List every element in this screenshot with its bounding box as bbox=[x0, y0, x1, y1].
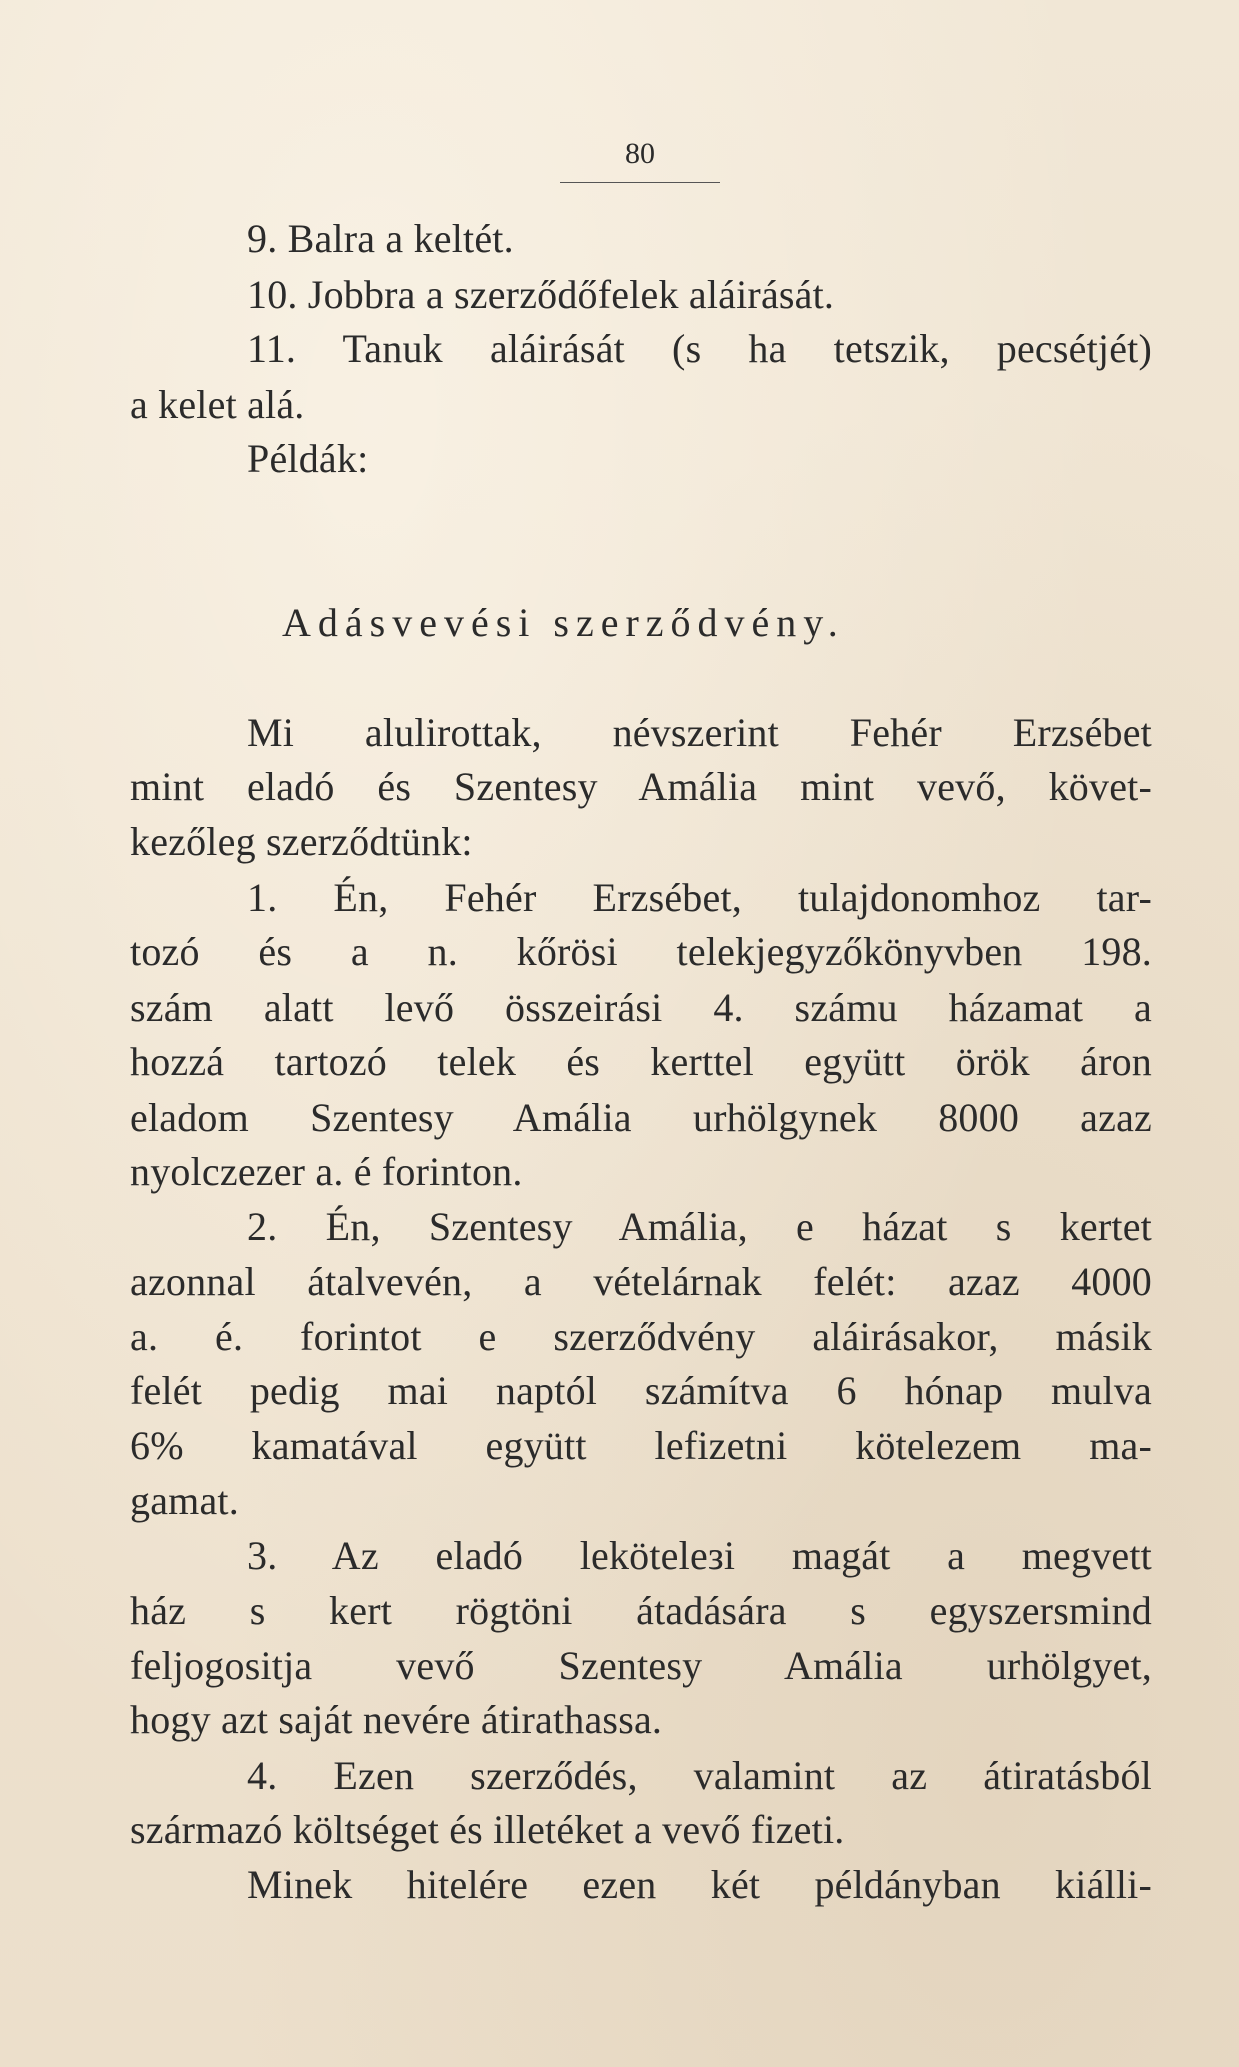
text-line: felét pedig mai naptól számítva 6 hónap mulva bbox=[130, 1368, 1152, 1413]
text-line: 9. Balra a keltét. bbox=[247, 216, 514, 261]
text-line: feljogositja vevő Szentesy Amália urhölgyet, bbox=[130, 1643, 1152, 1688]
text-line: a kelet alá. bbox=[130, 382, 305, 427]
text-line: azonnal átalvevén, a vételárnak felét: azaz 4000 bbox=[130, 1259, 1152, 1304]
text-line: tozó és a n. kőrösi telekjegyzőkönyvben 198. bbox=[130, 929, 1152, 974]
text-line: 11. Tanuk aláirását (s ha tetszik, pecsétjét) bbox=[247, 326, 1152, 371]
text-line: 6% kamatával együtt lefizetni kötelezem ma- bbox=[130, 1423, 1152, 1468]
page-number-rule bbox=[560, 182, 720, 183]
text-line: Példák: bbox=[247, 436, 369, 481]
text-line: szám alatt levő összeirási 4. számu házamat a bbox=[130, 985, 1152, 1030]
page-number: 80 bbox=[625, 137, 655, 170]
text-line: ház s kert rögtöni átadására s egyszersmind bbox=[130, 1588, 1152, 1633]
text-line: gamat. bbox=[130, 1478, 239, 1523]
contract-title: Adásvevési szerződvény. bbox=[282, 600, 845, 645]
text-line: kezőleg szerződtünk: bbox=[130, 819, 473, 864]
text-line: eladom Szentesy Amália urhölgynek 8000 azaz bbox=[130, 1095, 1152, 1140]
text-line: 1. Én, Fehér Erzsébet, tulajdonomhoz tar- bbox=[247, 875, 1152, 920]
text-line: Minek hitelére ezen két példányban kiálli- bbox=[247, 1862, 1152, 1907]
text-line: Mi alulirottak, névszerint Fehér Erzsébet bbox=[247, 710, 1152, 755]
text-line: 4. Ezen szerződés, valamint az átiratásból bbox=[247, 1753, 1152, 1798]
text-line: 2. Én, Szentesy Amália, e házat s kertet bbox=[247, 1204, 1152, 1249]
text-line: mint eladó és Szentesy Amália mint vevő, követ- bbox=[130, 764, 1152, 809]
text-line: hozzá tartozó telek és kerttel együtt örök áron bbox=[130, 1039, 1152, 1084]
text-line: hogy azt saját nevére átirathassa. bbox=[130, 1697, 663, 1742]
text-line: a. é. forintot e szerződvény aláirásakor, másik bbox=[130, 1314, 1152, 1359]
text-line: 10. Jobbra a szerződőfelek aláirását. bbox=[247, 272, 835, 317]
text-line: származó költséget és illetéket a vevő fizeti. bbox=[130, 1807, 845, 1852]
text-line: nyolczezer a. é forinton. bbox=[130, 1149, 523, 1194]
text-line: 3. Az eladó leköteleзi magát a megvett bbox=[247, 1533, 1152, 1578]
